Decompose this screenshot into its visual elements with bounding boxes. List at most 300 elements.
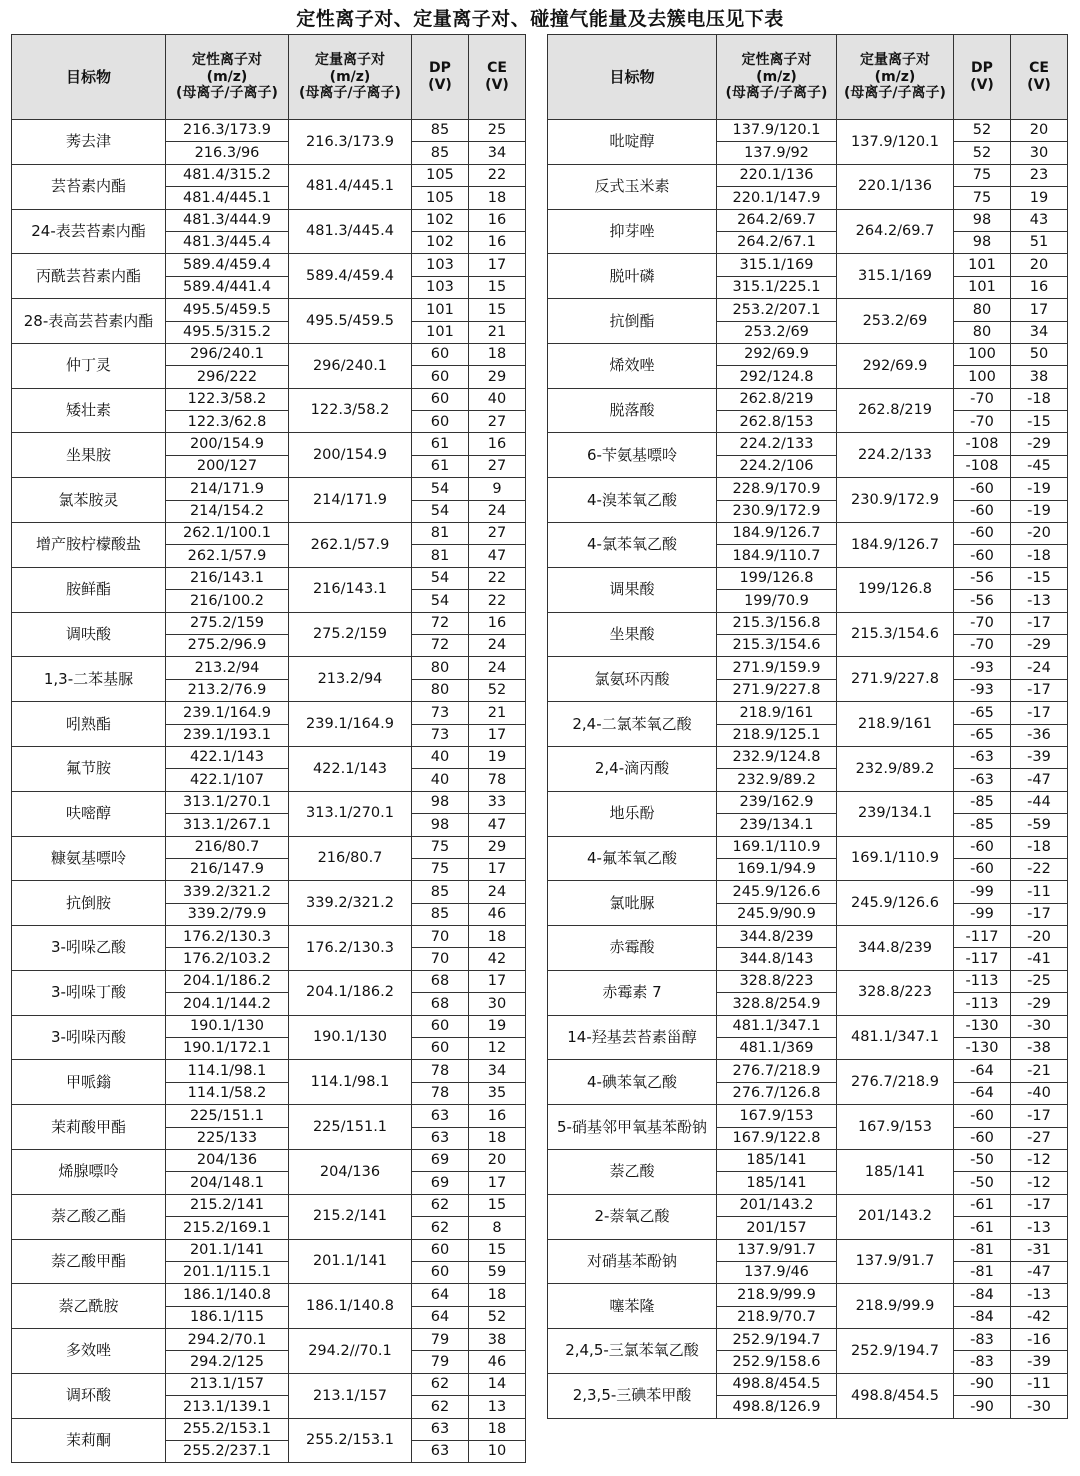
dp-cell: 54: [412, 500, 469, 522]
dp-cell: 54: [412, 478, 469, 500]
target-compound-cell: 萘乙酸乙酯: [12, 1194, 166, 1239]
target-compound-cell: 仲丁灵: [12, 343, 166, 388]
quantitative-ion-pair-cell: 176.2/130.3: [289, 926, 412, 971]
table-row: [12, 702, 526, 724]
dp-cell: 54: [412, 567, 469, 589]
ce-cell: 47: [469, 545, 526, 567]
qualitative-ion-pair-cell: 422.1/143: [166, 746, 289, 768]
ce-cell: -59: [1011, 814, 1068, 836]
table-row: [548, 1015, 1068, 1037]
qualitative-ion-pair-cell: 184.9/110.7: [717, 545, 837, 567]
target-compound-cell: 1,3-二苯基脲: [12, 657, 166, 702]
qualitative-ion-pair-cell: 122.3/58.2: [166, 388, 289, 410]
quantitative-ion-pair-cell: 216.3/173.9: [289, 120, 412, 165]
table-row: [12, 567, 526, 589]
dp-cell: 60: [412, 1038, 469, 1060]
table-row: [12, 209, 526, 231]
table-row: [548, 612, 1068, 634]
quantitative-ion-pair-cell: 294.2//70.1: [289, 1329, 412, 1374]
ce-cell: 15: [469, 299, 526, 321]
ce-cell: 22: [469, 567, 526, 589]
target-compound-cell: 抑芽唑: [548, 209, 717, 254]
qualitative-ion-pair-cell: 262.1/100.1: [166, 523, 289, 545]
qualitative-ion-pair-cell: 137.9/91.7: [717, 1239, 837, 1261]
quantitative-ion-pair-cell: 186.1/140.8: [289, 1284, 412, 1329]
qualitative-ion-pair-cell: 190.1/172.1: [166, 1038, 289, 1060]
qualitative-ion-pair-cell: 271.9/227.8: [717, 679, 837, 701]
qualitative-ion-pair-cell: 292/69.9: [717, 343, 837, 365]
quantitative-ion-pair-cell: 200/154.9: [289, 433, 412, 478]
dp-cell: 80: [412, 679, 469, 701]
qualitative-ion-pair-cell: 137.9/120.1: [717, 120, 837, 142]
ce-cell: 15: [469, 276, 526, 298]
ce-cell: -24: [1011, 657, 1068, 679]
table-row: [12, 388, 526, 410]
table-row: [548, 299, 1068, 321]
qualitative-ion-pair-cell: 481.4/445.1: [166, 187, 289, 209]
dp-cell: -113: [954, 970, 1011, 992]
target-compound-cell: 2,3,5-三碘苯甲酸: [548, 1373, 717, 1418]
qualitative-ion-pair-cell: 114.1/58.2: [166, 1082, 289, 1104]
ce-cell: 27: [469, 455, 526, 477]
dp-cell: -117: [954, 926, 1011, 948]
ce-cell: 17: [1011, 299, 1068, 321]
qualitative-ion-pair-cell: 313.1/270.1: [166, 791, 289, 813]
dp-cell: 85: [412, 142, 469, 164]
dp-cell: 75: [412, 836, 469, 858]
quantitative-ion-pair-cell: 271.9/227.8: [837, 657, 954, 702]
qualitative-ion-pair-cell: 589.4/459.4: [166, 254, 289, 276]
qualitative-ion-pair-cell: 224.2/133: [717, 433, 837, 455]
dp-cell: 64: [412, 1306, 469, 1328]
qualitative-ion-pair-cell: 271.9/159.9: [717, 657, 837, 679]
target-compound-cell: 吲熟酯: [12, 702, 166, 747]
ce-cell: 18: [469, 187, 526, 209]
dp-cell: 81: [412, 523, 469, 545]
table-row: [548, 209, 1068, 231]
target-compound-cell: 芸苔素内酯: [12, 164, 166, 209]
table-row: [12, 970, 526, 992]
qualitative-ion-pair-cell: 186.1/115: [166, 1306, 289, 1328]
dp-cell: 62: [412, 1373, 469, 1395]
ce-cell: 27: [469, 411, 526, 433]
dp-cell: -85: [954, 814, 1011, 836]
header-target: 目标物: [12, 35, 166, 120]
table-row: [12, 926, 526, 948]
ce-cell: 50: [1011, 343, 1068, 365]
dp-cell: -108: [954, 455, 1011, 477]
quantitative-ion-pair-cell: 481.4/445.1: [289, 164, 412, 209]
ce-cell: 40: [469, 388, 526, 410]
qualitative-ion-pair-cell: 239/134.1: [717, 814, 837, 836]
target-compound-cell: 4-溴苯氧乙酸: [548, 478, 717, 523]
dp-cell: 105: [412, 187, 469, 209]
dp-cell: 70: [412, 948, 469, 970]
target-compound-cell: 2,4-二氯苯氧乙酸: [548, 702, 717, 747]
qualitative-ion-pair-cell: 137.9/92: [717, 142, 837, 164]
dp-cell: -90: [954, 1373, 1011, 1395]
ce-cell: 34: [469, 1060, 526, 1082]
ce-cell: 51: [1011, 231, 1068, 253]
dp-cell: -83: [954, 1329, 1011, 1351]
dp-cell: 75: [954, 187, 1011, 209]
dp-cell: 75: [954, 164, 1011, 186]
dp-cell: 63: [412, 1105, 469, 1127]
quantitative-ion-pair-cell: 215.2/141: [289, 1194, 412, 1239]
dp-cell: -70: [954, 411, 1011, 433]
ce-cell: 15: [469, 1194, 526, 1216]
dp-cell: -130: [954, 1038, 1011, 1060]
ce-cell: -15: [1011, 567, 1068, 589]
qualitative-ion-pair-cell: 232.9/124.8: [717, 746, 837, 768]
ce-cell: -18: [1011, 388, 1068, 410]
ce-cell: 34: [469, 142, 526, 164]
dp-cell: 60: [412, 366, 469, 388]
quantitative-ion-pair-cell: 225/151.1: [289, 1105, 412, 1150]
dp-cell: 70: [412, 926, 469, 948]
ce-cell: -19: [1011, 500, 1068, 522]
qualitative-ion-pair-cell: 262.1/57.9: [166, 545, 289, 567]
target-compound-cell: 坐果酸: [548, 612, 717, 657]
qualitative-ion-pair-cell: 220.1/147.9: [717, 187, 837, 209]
header-dp: DP (V): [412, 35, 469, 120]
ce-cell: -41: [1011, 948, 1068, 970]
target-compound-cell: 3-吲哚丙酸: [12, 1015, 166, 1060]
table-body-right: [548, 120, 1068, 1419]
ce-cell: 47: [469, 814, 526, 836]
dp-cell: -84: [954, 1306, 1011, 1328]
ce-cell: 78: [469, 769, 526, 791]
qualitative-ion-pair-cell: 228.9/170.9: [717, 478, 837, 500]
qualitative-ion-pair-cell: 176.2/130.3: [166, 926, 289, 948]
table-row: [12, 1194, 526, 1216]
target-compound-cell: 噻苯隆: [548, 1284, 717, 1329]
table-row: [548, 657, 1068, 679]
dp-cell: -84: [954, 1284, 1011, 1306]
ce-cell: 12: [469, 1038, 526, 1060]
dp-cell: 103: [412, 276, 469, 298]
ce-cell: -47: [1011, 1261, 1068, 1283]
quantitative-ion-pair-cell: 313.1/270.1: [289, 791, 412, 836]
dp-cell: 60: [412, 343, 469, 365]
qualitative-ion-pair-cell: 169.1/110.9: [717, 836, 837, 858]
target-compound-cell: 调果酸: [548, 567, 717, 612]
table-row: [548, 1149, 1068, 1171]
ce-cell: 16: [469, 612, 526, 634]
dp-cell: -60: [954, 836, 1011, 858]
target-compound-cell: 萘乙酸甲酯: [12, 1239, 166, 1284]
table-row: [548, 1060, 1068, 1082]
ce-cell: 27: [469, 523, 526, 545]
ce-cell: -29: [1011, 634, 1068, 656]
quantitative-ion-pair-cell: 262.1/57.9: [289, 523, 412, 568]
dp-cell: 60: [412, 1261, 469, 1283]
qualitative-ion-pair-cell: 296/240.1: [166, 343, 289, 365]
target-compound-cell: 3-吲哚乙酸: [12, 926, 166, 971]
quantitative-ion-pair-cell: 137.9/91.7: [837, 1239, 954, 1284]
qualitative-ion-pair-cell: 498.8/126.9: [717, 1396, 837, 1418]
quantitative-ion-pair-cell: 339.2/321.2: [289, 881, 412, 926]
dp-cell: 64: [412, 1284, 469, 1306]
qualitative-ion-pair-cell: 239.1/164.9: [166, 702, 289, 724]
dp-cell: -56: [954, 567, 1011, 589]
ce-cell: -29: [1011, 433, 1068, 455]
dp-cell: -93: [954, 679, 1011, 701]
ce-cell: -13: [1011, 1217, 1068, 1239]
dp-cell: -61: [954, 1194, 1011, 1216]
ce-cell: -17: [1011, 903, 1068, 925]
target-compound-cell: 脱叶磷: [548, 254, 717, 299]
qualitative-ion-pair-cell: 315.1/169: [717, 254, 837, 276]
ce-cell: 52: [469, 1306, 526, 1328]
quantitative-ion-pair-cell: 204.1/186.2: [289, 970, 412, 1015]
dp-cell: 79: [412, 1351, 469, 1373]
target-compound-cell: 2,4,5-三氯苯氧乙酸: [548, 1329, 717, 1374]
table-row: [12, 433, 526, 455]
dp-cell: -81: [954, 1239, 1011, 1261]
dp-cell: -93: [954, 657, 1011, 679]
qualitative-ion-pair-cell: 169.1/94.9: [717, 858, 837, 880]
ce-cell: -39: [1011, 1351, 1068, 1373]
target-compound-cell: 萘乙酸: [548, 1149, 717, 1194]
target-compound-cell: 多效唑: [12, 1329, 166, 1374]
ce-cell: 17: [469, 724, 526, 746]
table-row: [548, 970, 1068, 992]
quantitative-ion-pair-cell: 255.2/153.1: [289, 1418, 412, 1463]
dp-cell: -50: [954, 1149, 1011, 1171]
target-compound-cell: 对硝基苯酚钠: [548, 1239, 717, 1284]
dp-cell: -64: [954, 1082, 1011, 1104]
target-compound-cell: 4-氟苯氧乙酸: [548, 836, 717, 881]
dp-cell: -63: [954, 769, 1011, 791]
ce-cell: -20: [1011, 926, 1068, 948]
header-target: 目标物: [548, 35, 717, 120]
dp-cell: 61: [412, 433, 469, 455]
qualitative-ion-pair-cell: 216/143.1: [166, 567, 289, 589]
qualitative-ion-pair-cell: 328.8/223: [717, 970, 837, 992]
qualitative-ion-pair-cell: 201.1/141: [166, 1239, 289, 1261]
qualitative-ion-pair-cell: 167.9/153: [717, 1105, 837, 1127]
ce-cell: 38: [469, 1329, 526, 1351]
ce-cell: 43: [1011, 209, 1068, 231]
ce-cell: 21: [469, 702, 526, 724]
dp-cell: 69: [412, 1172, 469, 1194]
table-row: [12, 120, 526, 142]
ce-cell: 17: [469, 970, 526, 992]
dp-cell: 102: [412, 209, 469, 231]
table-row: [548, 1373, 1068, 1395]
target-compound-cell: 呋嘧醇: [12, 791, 166, 836]
header-ce: CE (V): [469, 35, 526, 120]
qualitative-ion-pair-cell: 276.7/218.9: [717, 1060, 837, 1082]
ce-cell: -17: [1011, 702, 1068, 724]
dp-cell: 98: [412, 791, 469, 813]
dp-cell: -70: [954, 612, 1011, 634]
quantitative-ion-pair-cell: 276.7/218.9: [837, 1060, 954, 1105]
target-compound-cell: 2,4-滴丙酸: [548, 746, 717, 791]
qualitative-ion-pair-cell: 167.9/122.8: [717, 1127, 837, 1149]
table-row: [12, 254, 526, 276]
dp-cell: 80: [954, 299, 1011, 321]
dp-cell: 101: [954, 276, 1011, 298]
ce-cell: -17: [1011, 612, 1068, 634]
dp-cell: 62: [412, 1217, 469, 1239]
qualitative-ion-pair-cell: 252.9/158.6: [717, 1351, 837, 1373]
ce-cell: 35: [469, 1082, 526, 1104]
quantitative-ion-pair-cell: 230.9/172.9: [837, 478, 954, 523]
target-compound-cell: 氯吡脲: [548, 881, 717, 926]
target-compound-cell: 氯氨环丙酸: [548, 657, 717, 702]
ce-cell: 24: [469, 634, 526, 656]
table-row: [548, 478, 1068, 500]
table-row: [548, 523, 1068, 545]
table-row: [548, 702, 1068, 724]
target-compound-cell: 赤霉酸: [548, 926, 717, 971]
header-quantitative-ion-pair: 定量离子对 (m/z) (母离子/子离子): [289, 35, 412, 120]
dp-cell: 68: [412, 970, 469, 992]
qualitative-ion-pair-cell: 255.2/237.1: [166, 1441, 289, 1463]
ce-cell: 20: [469, 1149, 526, 1171]
ce-cell: -16: [1011, 1329, 1068, 1351]
quantitative-ion-pair-cell: 213.1/157: [289, 1373, 412, 1418]
qualitative-ion-pair-cell: 215.3/154.6: [717, 634, 837, 656]
qualitative-ion-pair-cell: 245.9/90.9: [717, 903, 837, 925]
dp-cell: 100: [954, 366, 1011, 388]
quantitative-ion-pair-cell: 253.2/69: [837, 299, 954, 344]
page-title: 定性离子对、定量离子对、碰撞气能量及去簇电压见下表: [296, 8, 784, 30]
target-compound-cell: 氟节胺: [12, 746, 166, 791]
quantitative-ion-pair-cell: 498.8/454.5: [837, 1373, 954, 1418]
qualitative-ion-pair-cell: 213.2/94: [166, 657, 289, 679]
qualitative-ion-pair-cell: 292/124.8: [717, 366, 837, 388]
table-row: [548, 343, 1068, 365]
table-row: [12, 612, 526, 634]
header-dp: DP (V): [954, 35, 1011, 120]
qualitative-ion-pair-cell: 204/148.1: [166, 1172, 289, 1194]
ce-cell: 20: [1011, 120, 1068, 142]
quantitative-ion-pair-cell: 264.2/69.7: [837, 209, 954, 254]
dp-cell: 69: [412, 1149, 469, 1171]
ce-cell: -40: [1011, 1082, 1068, 1104]
quantitative-ion-pair-cell: 199/126.8: [837, 567, 954, 612]
table-row: [12, 791, 526, 813]
qualitative-ion-pair-cell: 214/171.9: [166, 478, 289, 500]
qualitative-ion-pair-cell: 481.1/369: [717, 1038, 837, 1060]
qualitative-ion-pair-cell: 201/157: [717, 1217, 837, 1239]
dp-cell: -81: [954, 1261, 1011, 1283]
qualitative-ion-pair-cell: 339.2/321.2: [166, 881, 289, 903]
quantitative-ion-pair-cell: 495.5/459.5: [289, 299, 412, 344]
qualitative-ion-pair-cell: 276.7/126.8: [717, 1082, 837, 1104]
table-row: [548, 1105, 1068, 1127]
dp-cell: -83: [954, 1351, 1011, 1373]
ce-cell: 16: [469, 231, 526, 253]
table-row: [12, 836, 526, 858]
qualitative-ion-pair-cell: 218.9/125.1: [717, 724, 837, 746]
dp-cell: -90: [954, 1396, 1011, 1418]
dp-cell: 85: [412, 120, 469, 142]
table-row: [548, 567, 1068, 589]
header-row: [548, 35, 1068, 120]
ce-cell: 18: [469, 926, 526, 948]
ce-cell: -30: [1011, 1396, 1068, 1418]
qualitative-ion-pair-cell: 190.1/130: [166, 1015, 289, 1037]
ce-cell: 14: [469, 1373, 526, 1395]
target-compound-cell: 萘乙酰胺: [12, 1284, 166, 1329]
dp-cell: -65: [954, 724, 1011, 746]
ce-cell: 17: [469, 254, 526, 276]
quantitative-ion-pair-cell: 216/80.7: [289, 836, 412, 881]
ce-cell: 42: [469, 948, 526, 970]
ce-cell: 13: [469, 1396, 526, 1418]
target-compound-cell: 茉莉酸甲酯: [12, 1105, 166, 1150]
target-compound-cell: 烯效唑: [548, 343, 717, 388]
table-row: [12, 299, 526, 321]
target-compound-cell: 氯苯胺灵: [12, 478, 166, 523]
ce-cell: -13: [1011, 1284, 1068, 1306]
table-row: [12, 343, 526, 365]
qualitative-ion-pair-cell: 216/147.9: [166, 858, 289, 880]
target-compound-cell: 4-碘苯氧乙酸: [548, 1060, 717, 1105]
dp-cell: -99: [954, 903, 1011, 925]
table-row: [548, 164, 1068, 186]
target-compound-cell: 甲哌鎓: [12, 1060, 166, 1105]
qualitative-ion-pair-cell: 185/141: [717, 1149, 837, 1171]
quantitative-ion-pair-cell: 481.1/347.1: [837, 1015, 954, 1060]
qualitative-ion-pair-cell: 294.2/70.1: [166, 1329, 289, 1351]
ce-cell: 30: [1011, 142, 1068, 164]
qualitative-ion-pair-cell: 481.1/347.1: [717, 1015, 837, 1037]
qualitative-ion-pair-cell: 344.8/143: [717, 948, 837, 970]
qualitative-ion-pair-cell: 200/127: [166, 455, 289, 477]
dp-cell: 80: [954, 321, 1011, 343]
qualitative-ion-pair-cell: 296/222: [166, 366, 289, 388]
table-row: [548, 746, 1068, 768]
quantitative-ion-pair-cell: 224.2/133: [837, 433, 954, 478]
dp-cell: 81: [412, 545, 469, 567]
qualitative-ion-pair-cell: 255.2/153.1: [166, 1418, 289, 1440]
qualitative-ion-pair-cell: 213.2/76.9: [166, 679, 289, 701]
target-compound-cell: 5-硝基邻甲氧基苯酚钠: [548, 1105, 717, 1150]
ce-cell: -17: [1011, 1105, 1068, 1127]
dp-cell: 60: [412, 388, 469, 410]
quantitative-ion-pair-cell: 220.1/136: [837, 164, 954, 209]
ce-cell: -36: [1011, 724, 1068, 746]
target-compound-cell: 28-表高芸苔素内酯: [12, 299, 166, 344]
ce-cell: 21: [469, 321, 526, 343]
ce-cell: 24: [469, 881, 526, 903]
dp-cell: 78: [412, 1060, 469, 1082]
ce-cell: -18: [1011, 545, 1068, 567]
dp-cell: 68: [412, 993, 469, 1015]
ce-cell: 10: [469, 1441, 526, 1463]
qualitative-ion-pair-cell: 589.4/441.4: [166, 276, 289, 298]
qualitative-ion-pair-cell: 225/151.1: [166, 1105, 289, 1127]
dp-cell: 72: [412, 634, 469, 656]
qualitative-ion-pair-cell: 213.1/139.1: [166, 1396, 289, 1418]
qualitative-ion-pair-cell: 114.1/98.1: [166, 1060, 289, 1082]
table-row: [548, 1329, 1068, 1351]
target-compound-cell: 坐果胺: [12, 433, 166, 478]
quantitative-ion-pair-cell: 328.8/223: [837, 970, 954, 1015]
qualitative-ion-pair-cell: 201.1/115.1: [166, 1261, 289, 1283]
ce-cell: -12: [1011, 1172, 1068, 1194]
dp-cell: 85: [412, 881, 469, 903]
target-compound-cell: 14-羟基芸苔素甾醇: [548, 1015, 717, 1060]
ce-cell: 16: [469, 433, 526, 455]
dp-cell: 102: [412, 231, 469, 253]
table-row: [12, 1015, 526, 1037]
